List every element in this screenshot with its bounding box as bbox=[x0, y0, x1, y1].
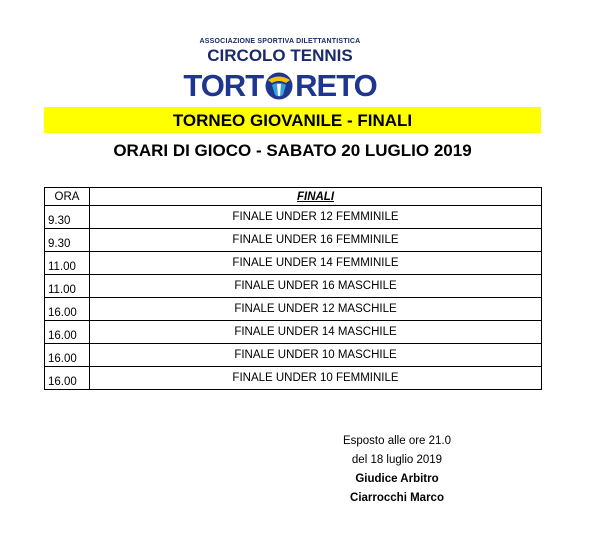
row-time: 16.00 bbox=[45, 344, 90, 367]
posted-notice bbox=[297, 432, 497, 508]
logo-club-name: CIRCOLO TENNIS bbox=[207, 46, 353, 65]
row-match: FINALE UNDER 10 MASCHILE bbox=[90, 344, 542, 367]
schedule-subtitle: ORARI DI GIOCO - SABATO 20 LUGLIO 2019 bbox=[113, 141, 472, 160]
logo-town-right: RETO bbox=[295, 68, 377, 103]
row-time: 16.00 bbox=[45, 367, 90, 390]
row-match: FINALE UNDER 12 FEMMINILE bbox=[90, 206, 542, 229]
table-row bbox=[45, 229, 542, 252]
posted-date: del 18 luglio 2019 bbox=[351, 454, 443, 466]
table-row bbox=[45, 252, 542, 275]
logo-town-left: TORT bbox=[183, 68, 264, 103]
table-header-row bbox=[45, 188, 542, 206]
table-row bbox=[45, 367, 542, 390]
tournament-banner: TORNEO GIOVANILE - FINALI bbox=[44, 107, 541, 133]
table-row bbox=[45, 344, 542, 367]
row-match: FINALE UNDER 10 FEMMINILE bbox=[90, 367, 542, 390]
row-time: 16.00 bbox=[45, 298, 90, 321]
referee-name: Ciarrocchi Marco bbox=[350, 492, 444, 504]
row-time: 9.30 bbox=[45, 229, 90, 252]
row-time: 9.30 bbox=[45, 206, 90, 229]
row-match: FINALE UNDER 14 FEMMINILE bbox=[90, 252, 542, 275]
row-match: FINALE UNDER 16 MASCHILE bbox=[90, 275, 542, 298]
header-ora: ORA bbox=[45, 188, 90, 206]
table-row bbox=[45, 298, 542, 321]
row-time: 11.00 bbox=[45, 252, 90, 275]
header-finali: FINALI bbox=[90, 188, 542, 206]
logo-town-name bbox=[180, 69, 380, 103]
row-time: 16.00 bbox=[45, 321, 90, 344]
referee-role: Giudice Arbitro bbox=[355, 473, 439, 485]
posted-time: Esposto alle ore 21.0 bbox=[342, 435, 452, 447]
logo-association-text: ASSOCIAZIONE SPORTIVA DILETTANTISTICA bbox=[199, 38, 361, 45]
schedule-table bbox=[44, 187, 542, 390]
row-match: FINALE UNDER 14 MASCHILE bbox=[90, 321, 542, 344]
row-match: FINALE UNDER 16 FEMMINILE bbox=[90, 229, 542, 252]
row-match: FINALE UNDER 12 MASCHILE bbox=[90, 298, 542, 321]
table-row bbox=[45, 275, 542, 298]
row-time: 11.00 bbox=[45, 275, 90, 298]
club-logo bbox=[180, 38, 380, 103]
table-row bbox=[45, 321, 542, 344]
tennis-ball-icon bbox=[264, 71, 294, 101]
table-row bbox=[45, 206, 542, 229]
